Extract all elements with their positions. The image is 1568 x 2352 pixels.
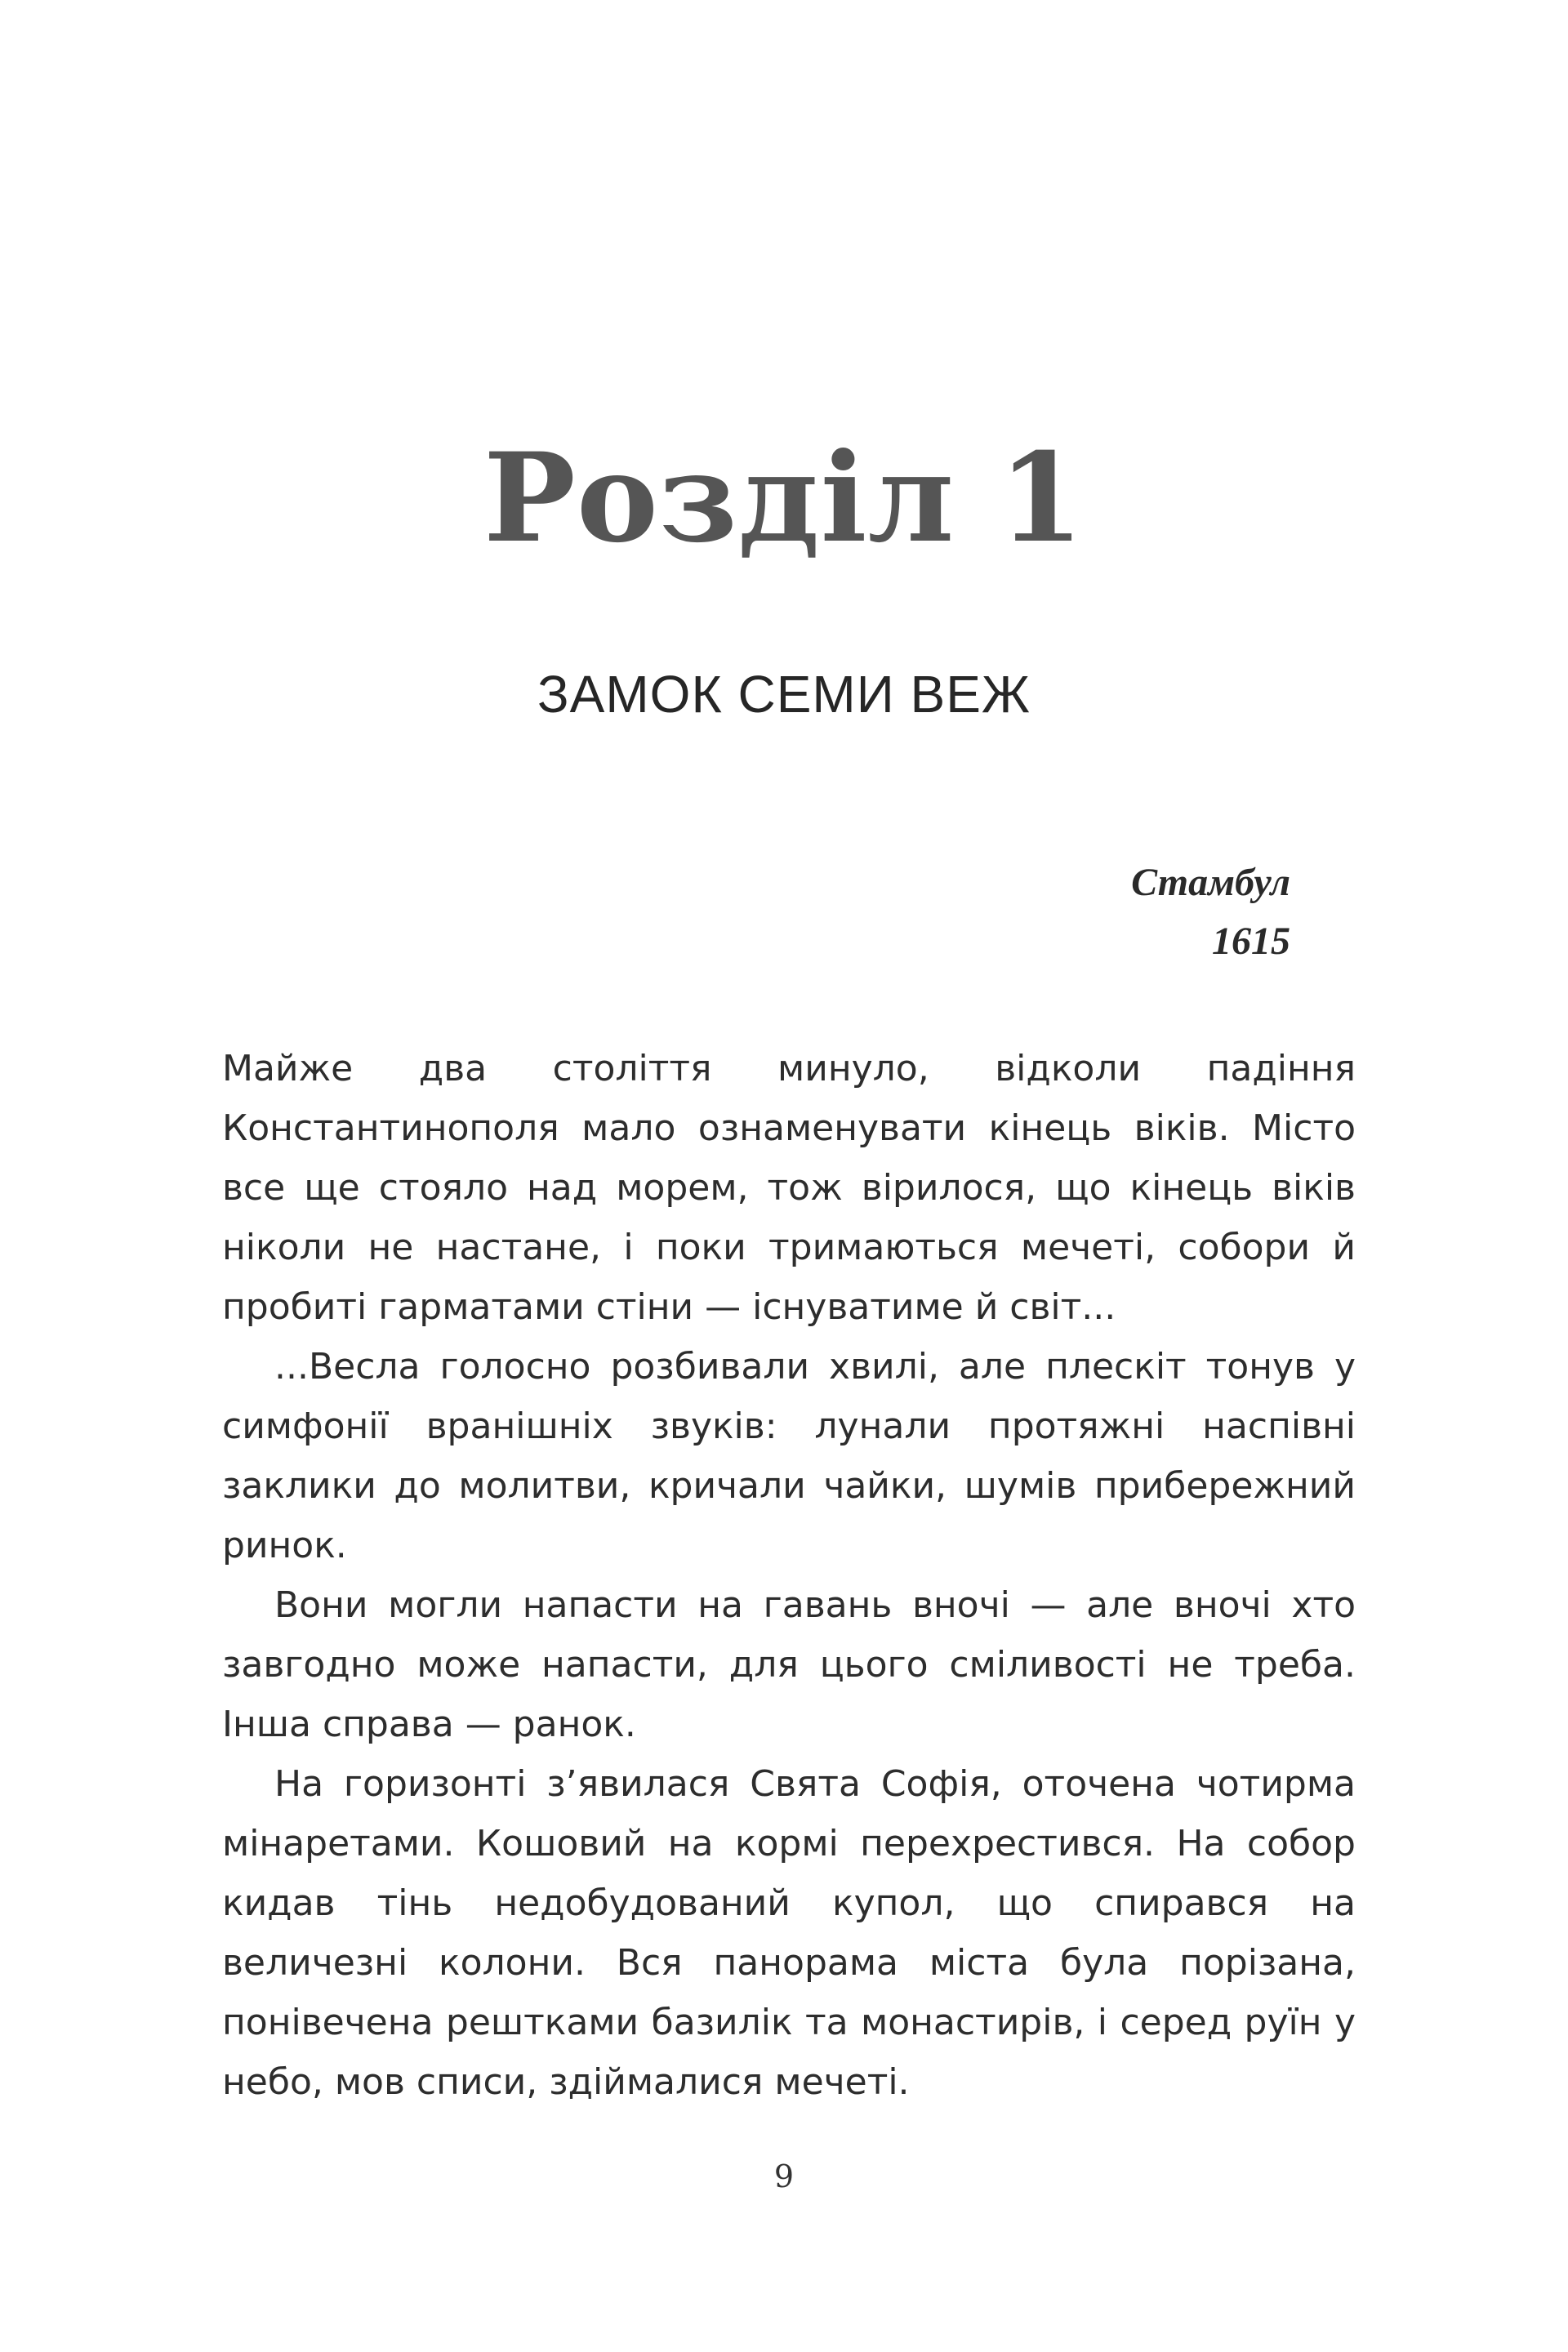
epigraph-place: Стамбул [1131,861,1290,904]
chapter-title: ЗАМОК СЕМИ ВЕЖ [537,665,1031,724]
paragraph-2: ...Весла голосно розбивали хвилі, але плескіт тонув у симфонії вранішніх звуків: лунали протяжні наспівні заклики до молитви, кричали чайки, шумів прибережний ринок. [222,1346,1356,1566]
paragraph-4: На горизонті з’явилася Свята Софія, оточена чотирма мінаретами. Кошовий на кормі перехрестився. На собор кидав тінь недобудований купол, що спирався на величезні колони. Вся панорама міста була порізана, понівечена рештками базилік та монастирів, і серед руїн у небо, мов списи, здіймалися мечеті. [222,1763,1356,2103]
paragraph-1: Майже два століття минуло, відколи падіння Константинополя мало ознаменувати кінець віків. Місто все ще стояло над морем, тож вірилося, що кінець віків ніколи не настане, і поки тримаються мечеті, собори й пробиті гарматами стіни — існуватиме й світ... [222,1048,1356,1328]
epigraph [898,853,1290,971]
chapter-number-heading: Розділ 1 [483,426,1085,570]
page-number: 9 [773,2158,795,2194]
body-text [222,1039,1356,2112]
paragraph-3: Вони могли напасти на гавань вночі — але вночі хто завгодно може напасти, для цього сміливості не треба. Інша справа — ранок. [222,1584,1356,1745]
epigraph-year: 1615 [1212,920,1290,963]
